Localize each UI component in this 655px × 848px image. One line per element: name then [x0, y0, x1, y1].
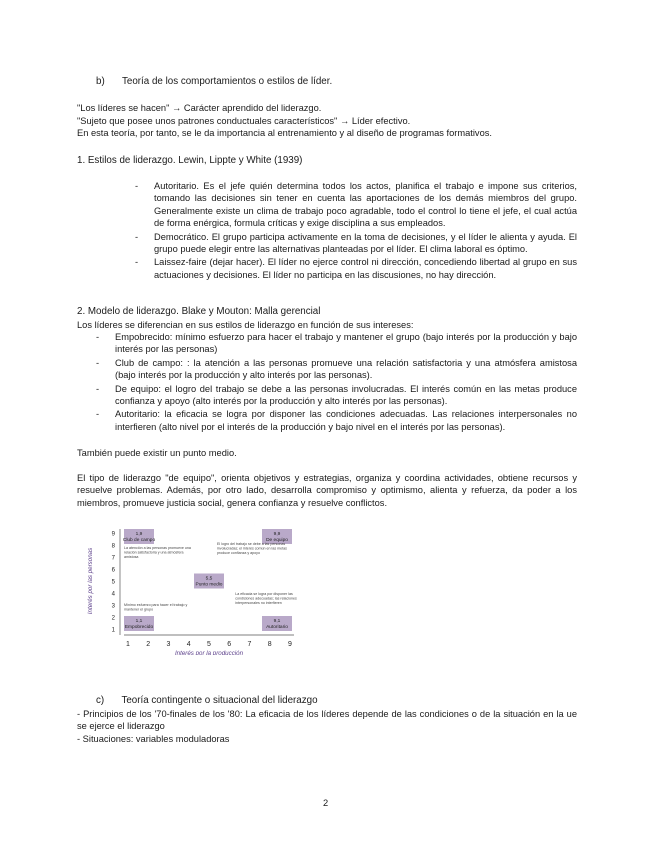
- bullet-text: Democrático. El grupo participa activamente en la toma de decisiones, y el líder le alienta y ayuda. El grupo puede elegir entre las alternativas planteadas por el líder. El clima laboral es óptimo.: [154, 231, 577, 255]
- grid-point-code: 1,9: [135, 532, 143, 537]
- grid-point-label: Autoritario: [266, 625, 288, 630]
- x-tick-label: 8: [267, 641, 272, 648]
- x-tick-label: 2: [146, 641, 151, 648]
- y-tick-label: 1: [111, 627, 115, 634]
- bullet-text: Laissez-faire (dejar hacer). El líder no ejerce control ni dirección, concediendo libertad al grupo en sus actuaciones y decisiones. El líder no participa en las discusiones, no hay dirección.: [154, 257, 577, 280]
- section-c-line: - Principios de los '70-finales de los '80: La eficacia de los líderes depende de las condiciones o de la situación en la ue se ejerce el liderazgo: [77, 709, 577, 732]
- intro-line: "Sujeto que posee unos patrones conductuales característicos" → Líder efectivo.: [77, 116, 411, 126]
- blake-intro: Los líderes se diferencian en sus estilos de liderazgo en función de sus intereses:: [77, 320, 414, 330]
- bullet-text: Club de campo: : la atención a las personas promueve una relación satisfactoria y una atmósfera amistosa (bajo interés por la producción y alto interés por las personas).: [115, 357, 577, 381]
- midpoint-text: También puede existir un punto medio.: [77, 448, 237, 458]
- x-tick-label: 7: [247, 641, 252, 648]
- y-tick-label: 5: [111, 579, 115, 586]
- x-tick-label: 3: [166, 641, 171, 648]
- x-axis-label: Interés por la producción: [174, 650, 244, 655]
- list-item: [96, 383, 577, 408]
- x-tick-label: 4: [186, 641, 191, 648]
- bullet-mark: -: [96, 357, 100, 368]
- grid-point-label: Punto medio: [195, 582, 223, 588]
- grid-point-note-line: involucradas; el interés común en las metas: [217, 546, 287, 551]
- grid-point-note: [235, 592, 297, 605]
- grid-point-code: 1,1: [135, 619, 143, 624]
- grid-point-code: 5,5: [205, 576, 213, 582]
- lewin-heading: 1. Estilos de liderazgo. Lewin, Lippte y White (1939): [77, 155, 303, 166]
- grid-point-note-line: amistosa: [124, 554, 139, 559]
- y-axis-label: Interés por las personas: [87, 547, 94, 615]
- grid-point-note-line: La eficacia se logra por disponer las: [235, 592, 293, 596]
- bullet-mark: -: [96, 332, 100, 342]
- grid-point-note: [124, 603, 188, 611]
- bullet-mark: -: [135, 257, 139, 268]
- grid-point-note-line: El logro del trabajo se debe a las personas: [217, 542, 286, 546]
- list-item: [135, 256, 577, 281]
- section-b-heading: [96, 76, 332, 88]
- x-tick-label: 1: [126, 641, 130, 648]
- y-tick-label: 2: [111, 615, 115, 622]
- section-b-marker: b): [96, 76, 105, 87]
- y-tick-label: 9: [111, 531, 115, 538]
- section-c-title: Teoría contingente o situacional del liderazgo: [121, 695, 318, 706]
- bullet-text: Autoritario. Es el jefe quién determina todos los actos, planifica el trabajo e impone sus criterios, tomando las decisiones sin tener en cuenta las aportaciones de los demás miembros del grupo. Generalmente existe un clima de trabajo poco agradable, todo el control lo tiene el jefe, el cual actúa de forma enérgica, formula críticas y exige disciplina a sus empleados.: [154, 181, 577, 229]
- grid-point-note-line: mantener el grupo: [124, 607, 154, 612]
- section-b-title: Teoría de los comportamientos o estilos de líder.: [122, 76, 333, 87]
- bullet-text: Empobrecido: mínimo esfuerzo para hacer el trabajo y mantener el grupo (bajo interés por la producción y bajo interés por las personas): [115, 332, 577, 355]
- x-tick-label: 6: [227, 641, 232, 648]
- list-item: [96, 331, 577, 356]
- grid-point-note-line: interpersonales no interfieren: [235, 600, 282, 605]
- list-item: [135, 231, 577, 256]
- grid-point-note-line: condiciones adecuadas; las relaciones: [235, 596, 297, 601]
- y-tick-label: 3: [111, 603, 115, 610]
- intro-line: "Los líderes se hacen" → Carácter aprendido del liderazgo.: [77, 103, 322, 113]
- grid-point-note-line: Mínimo esfuerzo para hacer el trabajo y: [124, 603, 188, 607]
- list-item: [135, 180, 577, 230]
- intro-line: En esta teoría, por tanto, se le da importancia al entrenamiento y al diseño de programas formativos.: [77, 128, 492, 138]
- x-tick-label: 5: [207, 641, 211, 648]
- grid-point-label: De equipo: [266, 538, 288, 543]
- list-item: [96, 408, 577, 433]
- grid-point-label: Club de campo: [122, 538, 156, 543]
- grid-point-code: 9,1: [273, 619, 281, 624]
- team-paragraph: El tipo de liderazgo "de equipo", orienta objetivos y estrategias, organiza y coordina actividades, obtiene recursos y resuelve problemas. Además, por otro lado, desarrolla compromiso y optimismo, alienta y refuerza, da poder a los miembros, promueve justicia social, genera confianza y resuelve conflictos.: [77, 473, 577, 508]
- grid-point-note-line: produce confianza y apoyo: [217, 550, 260, 555]
- blake-heading: 2. Modelo de liderazgo. Blake y Mouton: Malla gerencial: [77, 306, 321, 317]
- y-tick-label: 4: [111, 591, 115, 598]
- bullet-text: Autoritario: la eficacia se logra por disponer las condiciones adecuadas. Las relaciones interpersonales no interfieren (alto nivel por el interés de la producción y bajo nivel en el interés por las personas).: [115, 409, 577, 432]
- managerial-grid-chart: [78, 523, 304, 655]
- bullet-text: De equipo: el logro del trabajo se debe a las personas involucradas. El interés común en las metas produce confianza y apoyo (alto interés por la producción y alto interés por las personas).: [115, 383, 577, 407]
- blake-bullet-list: [96, 331, 577, 434]
- grid-point-note-line: La atención a las personas promueve una: [124, 546, 191, 550]
- bullet-mark: -: [135, 181, 139, 191]
- grid-point-note: [124, 546, 191, 559]
- y-tick-label: 8: [111, 543, 115, 550]
- page-number: 2: [323, 798, 329, 808]
- lewin-bullet-list: [135, 180, 577, 282]
- list-item: [96, 357, 577, 382]
- bullet-mark: -: [96, 409, 100, 420]
- section-c-heading: [96, 695, 318, 707]
- grid-point-code: 9,9: [273, 532, 281, 537]
- y-tick-label: 6: [111, 567, 115, 574]
- bullet-mark: -: [135, 231, 139, 242]
- section-c-line: - Situaciones: variables moduladoras: [77, 734, 230, 744]
- x-tick-label: 9: [288, 641, 292, 648]
- y-tick-label: 7: [111, 555, 115, 562]
- grid-point-label: Empobrecido: [124, 625, 154, 630]
- bullet-mark: -: [96, 383, 100, 394]
- grid-point-note-line: relación satisfactoria y una atmósfera: [124, 550, 184, 555]
- section-c-marker: c): [96, 695, 105, 706]
- grid-point-note: [217, 542, 287, 555]
